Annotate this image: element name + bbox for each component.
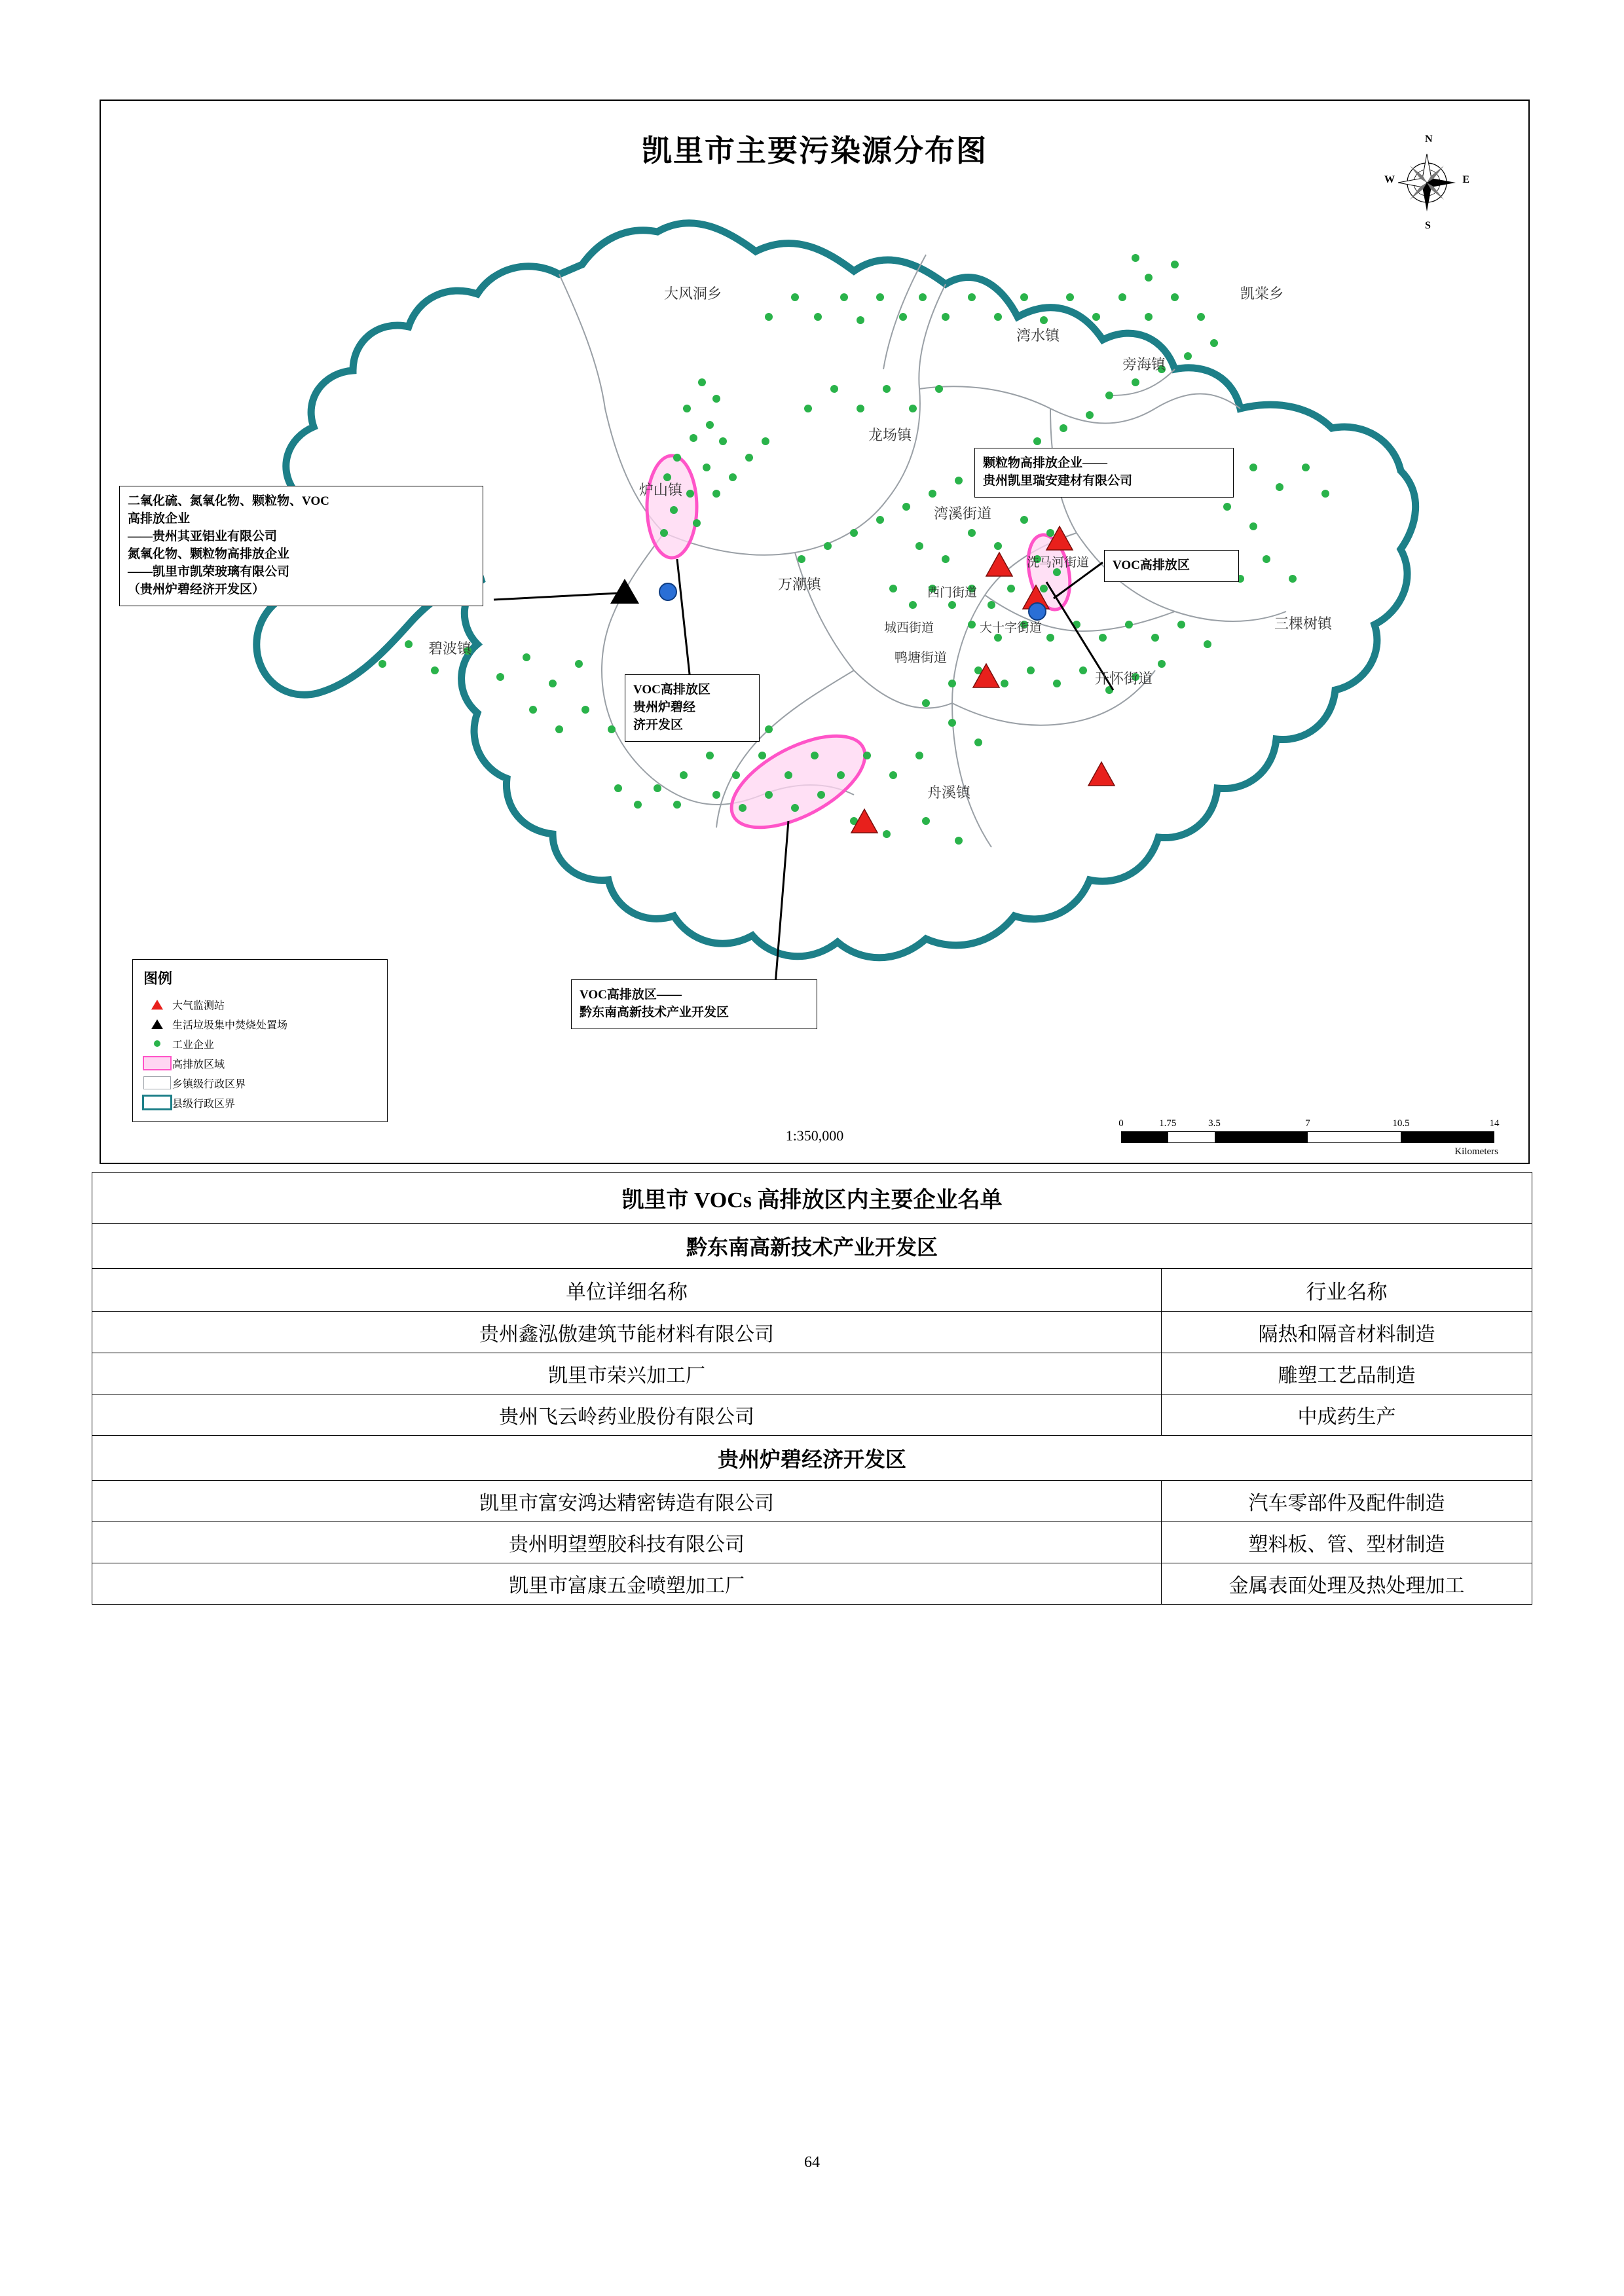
township-label: 开怀街道 (1095, 670, 1153, 687)
township-boundary-icon (142, 1076, 172, 1089)
callout-voc-zone-luby (625, 674, 760, 742)
section-name-hightech: 黔东南高新技术产业开发区 (92, 1224, 1532, 1269)
township-label: 洗马河街道 (1027, 556, 1090, 570)
township-label: 大十字街道 (980, 621, 1043, 635)
scale-tick: 10.5 (1392, 1118, 1410, 1129)
industry-name: 雕塑工艺品制造 (1162, 1353, 1532, 1394)
township-label: 龙场镇 (868, 427, 912, 443)
township-label: 湾溪街道 (934, 505, 992, 522)
callout-line: 黔东南高新技术产业开发区 (580, 1005, 729, 1019)
table-row (92, 1481, 1532, 1522)
black-triangle-icon (142, 1019, 172, 1029)
scale-tick: 14 (1489, 1118, 1500, 1129)
legend-item-county-boundary (142, 1093, 378, 1112)
compass-north-label: N (1425, 134, 1433, 145)
industry-name: 金属表面处理及热处理加工 (1162, 1563, 1532, 1605)
township-label: 鸭塘街道 (895, 651, 947, 665)
callout-line: VOC高排放区 (633, 683, 710, 697)
scale-tick: 0 (1118, 1118, 1124, 1129)
industry-name: 汽车零部件及配件制造 (1162, 1481, 1532, 1522)
callout-line: 颗粒物高排放企业—— (983, 456, 1108, 470)
callout-line: 氮氧化物、颗粒物高排放企业 (128, 547, 290, 561)
legend-item-industry (142, 1034, 378, 1053)
industry-name: 塑料板、管、型材制造 (1162, 1522, 1532, 1563)
company-name: 凯里市富安鸿达精密铸造有限公司 (92, 1481, 1162, 1522)
table-title-row (92, 1173, 1532, 1224)
table-row (92, 1522, 1532, 1563)
red-triangle-icon (142, 1000, 172, 1010)
map-legend (132, 959, 388, 1122)
table-title: 凯里市 VOCs 高排放区内主要企业名单 (92, 1173, 1532, 1224)
table-row (92, 1394, 1532, 1436)
callout-line: 贵州凯里瑞安建材有限公司 (983, 473, 1133, 488)
voc-enterprise-table (92, 1172, 1532, 1605)
township-label: 凯棠乡 (1240, 285, 1284, 302)
company-name: 贵州明望塑胶科技有限公司 (92, 1522, 1162, 1563)
legend-label: 工业企业 (172, 1039, 215, 1051)
section-name-luby: 贵州炉碧经济开发区 (92, 1436, 1532, 1481)
table-row (92, 1353, 1532, 1394)
map-title: 凯里市主要污染源分布图 (642, 134, 987, 168)
table-section-row (92, 1224, 1532, 1269)
township-label: 万潮镇 (778, 576, 822, 592)
callout-line: VOC高排放区—— (580, 988, 682, 1002)
legend-label: 县级行政区界 (172, 1098, 236, 1110)
township-label: 西门街道 (927, 586, 978, 600)
pink-polygon-icon (142, 1056, 172, 1070)
callout-line: 二氧化硫、氮氧化物、颗粒物、VOC (128, 494, 329, 508)
company-name: 贵州鑫泓傲建筑节能材料有限公司 (92, 1312, 1162, 1353)
column-header-industry: 行业名称 (1162, 1269, 1532, 1312)
industry-name: 中成药生产 (1162, 1394, 1532, 1436)
township-label: 炉山镇 (639, 482, 683, 498)
page-number: 64 (804, 2154, 820, 2171)
callout-line: 高排放企业 (128, 511, 191, 526)
table-section-row (92, 1436, 1532, 1481)
callout-particulate-enterprise (974, 448, 1234, 498)
scale-tick: 7 (1305, 1118, 1310, 1129)
callout-line: VOC高排放区 (1113, 558, 1190, 572)
township-label: 湾水镇 (1016, 327, 1060, 344)
table-row (92, 1312, 1532, 1353)
legend-label: 乡镇级行政区界 (172, 1078, 246, 1090)
scale-tick: 1.75 (1159, 1118, 1177, 1129)
county-boundary-icon (142, 1095, 172, 1110)
township-label: 舟溪镇 (927, 784, 971, 801)
callout-high-emission-enterprises (119, 486, 483, 606)
callout-voc-zone-center (1104, 550, 1239, 582)
company-name: 凯里市富康五金喷塑加工厂 (92, 1563, 1162, 1605)
company-name: 凯里市荣兴加工厂 (92, 1353, 1162, 1394)
industry-name: 隔热和隔音材料制造 (1162, 1312, 1532, 1353)
township-label: 三棵树镇 (1274, 615, 1333, 632)
legend-title: 图例 (143, 970, 173, 987)
green-dot-icon (142, 1040, 172, 1047)
scale-tick: 3.5 (1208, 1118, 1221, 1129)
legend-label: 高排放区域 (172, 1059, 225, 1070)
callout-line: ——凯里市凯荣玻璃有限公司 (128, 564, 290, 579)
scale-unit-label: Kilometers (1454, 1146, 1498, 1157)
callout-line: ——贵州其亚铝业有限公司 (128, 529, 278, 543)
legend-label: 大气监测站 (172, 1000, 225, 1011)
legend-item-monitor-station (142, 994, 378, 1014)
column-header-company: 单位详细名称 (92, 1269, 1162, 1312)
township-label: 旁海镇 (1122, 356, 1166, 373)
legend-label: 生活垃圾集中焚烧处置场 (172, 1019, 288, 1031)
legend-item-township-boundary (142, 1073, 378, 1093)
compass-south-label: S (1425, 220, 1431, 231)
callout-line: 贵州炉碧经 (633, 700, 696, 714)
legend-item-incineration (142, 1014, 378, 1034)
table-header-row (92, 1269, 1532, 1312)
compass-west-label: W (1384, 174, 1395, 185)
township-label: 大风洞乡 (664, 285, 722, 302)
township-label: 城西街道 (884, 621, 934, 635)
map-scale-text: 1:350,000 (785, 1127, 844, 1144)
legend-item-high-emission-zone (142, 1053, 378, 1073)
callout-line: 济开发区 (633, 718, 684, 732)
company-name: 贵州飞云岭药业股份有限公司 (92, 1394, 1162, 1436)
table-row (92, 1563, 1532, 1605)
pollution-source-map (100, 100, 1530, 1164)
callout-line: （贵州炉碧经济开发区） (128, 582, 265, 596)
compass-east-label: E (1462, 174, 1469, 185)
callout-voc-zone-hightech (571, 979, 817, 1029)
map-scale-bar (1118, 1118, 1500, 1157)
township-label: 碧波镇 (428, 640, 472, 657)
